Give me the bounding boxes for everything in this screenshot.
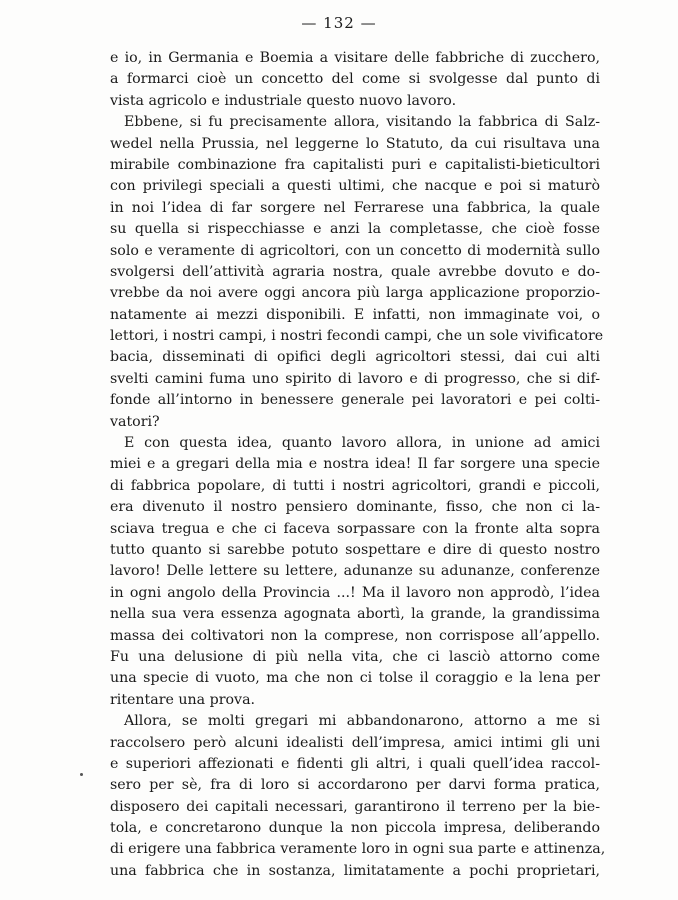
text-line: E con questa idea, quanto lavoro allora, in unione ad amici [124,435,600,452]
ink-speck [80,773,83,776]
text-line: raccolsero però alcuni idealisti dell’impresa, amici intimi gli uni [110,734,600,751]
text-line: wedel nella Prussia, nel leggerne lo Statuto, da cui risultava una [110,135,600,152]
text-line: e superiori affezionati e fidenti gli altri, i quali quell’idea raccol- [110,755,600,772]
page-number: — 132 — [301,14,377,32]
text-line: svolgersi dell’attività agraria nostra, quale avrebbe dovuto e do- [110,263,600,280]
text-line: una fabbrica che in sostanza, limitatamente a pochi proprietari, [110,862,600,879]
text-line: tola, e concretarono dunque la non piccola impresa, deliberando [110,820,600,837]
text-line: fonde all’intorno in benessere generale pei lavoratori e pei colti- [110,392,600,409]
text-line: tutto quanto si sarebbe potuto sospettare e dire di questo nostro [110,541,600,558]
text-line: di fabbrica popolare, di tutti i nostri agricoltori, grandi e piccoli, [110,477,600,494]
text-line: solo e veramente di agricoltori, con un concetto di modernità sullo [110,242,600,259]
text-line: sciava tregua e che ci faceva sorpassare con la fronte alta sopra [110,520,600,537]
text-line: Fu una delusione di più nella vita, che ci lasciò attorno come [110,648,600,665]
text-line: a formarci cioè un concetto del come si svolgesse dal punto di [110,71,600,88]
text-line: una specie di vuoto, ma che non ci tolse il coraggio e la lena per [110,670,600,687]
text-line: con privilegi speciali a questi ultimi, che nacque e poi si maturò [110,178,600,195]
text-line: vatori? [110,413,160,430]
text-line: disposero dei capitali necessari, garantirono il terreno per la bie- [110,798,600,815]
text-line: e io, in Germania e Boemia a visitare delle fabbriche di zucchero, [110,50,600,66]
text-line: ritentare una prova. [110,691,256,708]
text-line: bacia, disseminati di opifici degli agricoltori stessi, dai cui alti [110,349,600,366]
text-line: miei e a gregari della mia e nostra idea! Il far sorgere una specie [110,456,600,473]
text-line: sero per sè, fra di loro si accordarono per darvi forma pratica, [110,777,600,794]
text-line: era divenuto il nostro pensiero dominante, fisso, che non ci la- [110,499,600,516]
text-line: natamente ai mezzi disponibili. E infatti, non immaginate voi, o [110,306,600,323]
text-line: di erigere una fabbrica veramente loro in ogni sua parte e attinenza, [110,841,606,858]
text-line: vrebbe da noi avere oggi ancora più larga applicazione proporzio- [110,285,600,302]
text-line: svelti camini fuma uno spirito di lavoro e di progresso, che si dif- [110,370,600,387]
text-line: nella sua vera essenza agognata abortì, la grande, la grandissima [110,606,600,623]
text-line: in noi l’idea di far sorgere nel Ferrarese una fabbrica, la quale [110,199,600,216]
text-line: lavoro! Delle lettere su lettere, adunanze su adunanze, conferenze [110,563,600,580]
text-line: in ogni angolo della Provincia ...! Ma il lavoro non approdò, l’idea [110,584,600,601]
text-line: Allora, se molti gregari mi abbandonarono, attorno a me si [124,713,600,730]
text-line: su quella si rispecchiasse e anzi la completasse, che cioè fosse [110,221,600,238]
text-line: massa dei coltivatori non la comprese, non corrispose all’appello. [110,627,600,644]
body-text [110,48,606,882]
text-line: vista agricolo e industriale questo nuovo lavoro. [110,92,457,109]
text-line: lettori, i nostri campi, i nostri fecondi campi, che un sole vivificatore [110,328,604,345]
text-line: mirabile combinazione fra capitalisti puri e capitalisti-bieticultori [110,156,600,173]
text-line: Ebbene, si fu precisamente allora, visitando la fabbrica di Salz- [124,114,600,131]
